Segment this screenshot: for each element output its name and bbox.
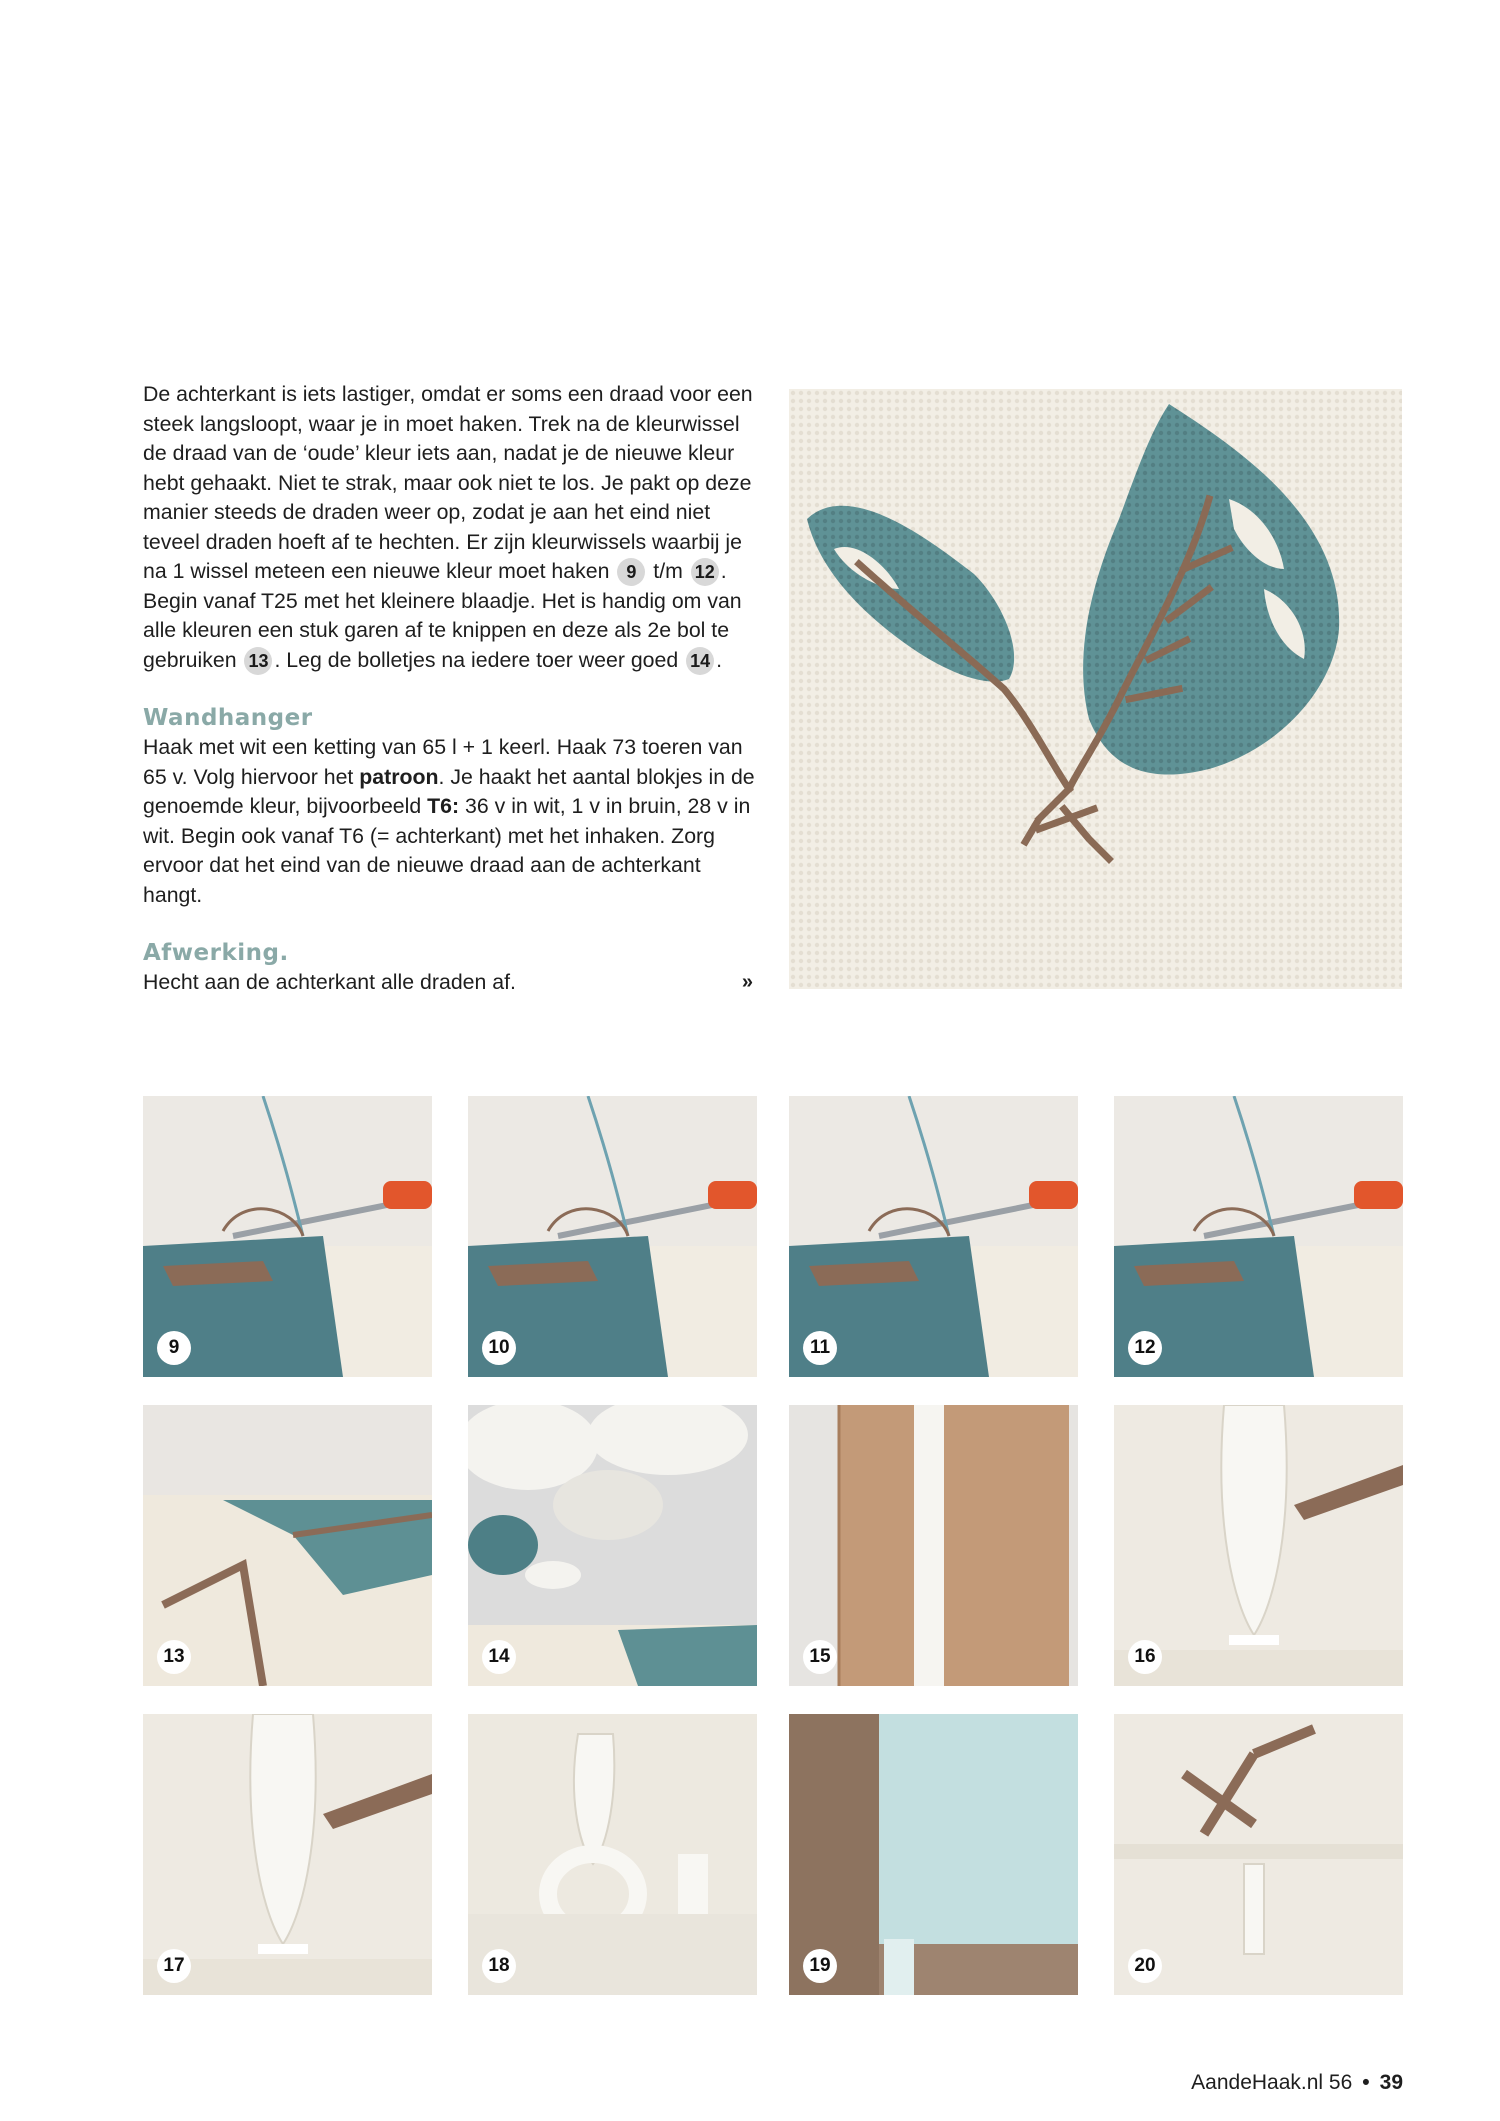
heading-afwerking: Afwerking. [143,940,289,966]
intro-text-1: De achterkant is iets lastiger, omdat er soms een draad voor een steek langsloopt, waar je in moet haken. Trek na de kleurwissel de draad van de ‘oude’ kleur iets aan, nadat je de nieuwe kleur hebt gehaakt. Niet te strak, maar ook niet te los. Je pakt op deze manier steeds de draden weer op, zodat je aan het eind niet teveel draden hoeft af te hechten. Er zijn kleurwissels waarbij je na 1 wissel meteen een nieuwe kleur moet haken [143,382,753,583]
intro-text-4: . [716,647,723,672]
step-number-badge: 16 [1128,1640,1162,1674]
leaf-photo [789,389,1402,989]
step-number-badge: 15 [803,1640,837,1674]
step-ref-14: 14 [686,647,714,675]
step-photo-15 [789,1405,1078,1686]
heading-wandhanger: Wandhanger [143,705,313,731]
afwerking-line [143,968,753,998]
step-photo-18 [468,1714,757,1995]
step-photo-17 [143,1714,432,1995]
step-photo-14 [468,1405,757,1686]
step-number-badge: 17 [157,1949,191,1983]
intro-paragraph [143,380,758,675]
wandhanger-text-2: . Je haakt het aantal blokjes in de genoemde kleur, bijvoorbeeld [143,764,755,818]
wandhanger-bold-t6: T6: [427,794,460,818]
wandhanger-text-3: 36 v in wit, 1 v in bruin, 28 v in wit. Begin ook vanaf T6 (= achterkant) met het inhaken. Zorg ervoor dat het eind van de nieuwe draad aan de achterkant hangt. [143,794,751,907]
step-number-badge: 19 [803,1949,837,1983]
wandhanger-text-1: Haak met wit een ketting van 65 l + 1 keerl. Haak 73 toeren van 65 v. Volg hiervoor het [143,735,743,789]
step-photo-11 [789,1096,1078,1377]
intro-tm: t/m [653,559,683,583]
step-photo-12 [1114,1096,1403,1377]
step-photo-19 [789,1714,1078,1995]
step-ref-12: 12 [691,558,719,586]
step-number-badge: 11 [803,1331,837,1365]
step-photo-10 [468,1096,757,1377]
step-ref-9: 9 [617,558,645,586]
intro-text-3: . Leg de bolletjes na iedere toer weer goed [274,647,679,672]
page-number: 39 [1379,2071,1403,2094]
continue-arrow-icon: » [741,971,753,993]
wandhanger-bold-patroon: patroon [359,764,439,789]
step-photo-9 [143,1096,432,1377]
step-number-badge: 14 [482,1640,516,1674]
footer-bullet: • [1362,2071,1370,2094]
intro-text-2: . Begin vanaf T25 met het kleinere blaadje. Het is handig om van alle kleuren een stuk garen af te knippen en deze als 2e bol te gebruiken [143,559,742,672]
step-photo-13 [143,1405,432,1686]
step-ref-13: 13 [244,647,272,675]
step-number-badge: 20 [1128,1949,1162,1983]
step-number-badge: 18 [482,1949,516,1983]
step-photo-16 [1114,1405,1403,1686]
step-photo-20 [1114,1714,1403,1995]
step-number-badge: 10 [482,1331,516,1365]
afwerking-text: Hecht aan de achterkant alle draden af. [143,970,516,994]
wandhanger-paragraph [143,733,758,910]
text-column [143,380,758,998]
footer-magazine: AandeHaak.nl 56 [1191,2071,1353,2094]
page-footer [1191,2071,1403,2095]
step-number-badge: 9 [157,1331,191,1365]
step-number-badge: 13 [157,1640,191,1674]
step-number-badge: 12 [1128,1331,1162,1365]
